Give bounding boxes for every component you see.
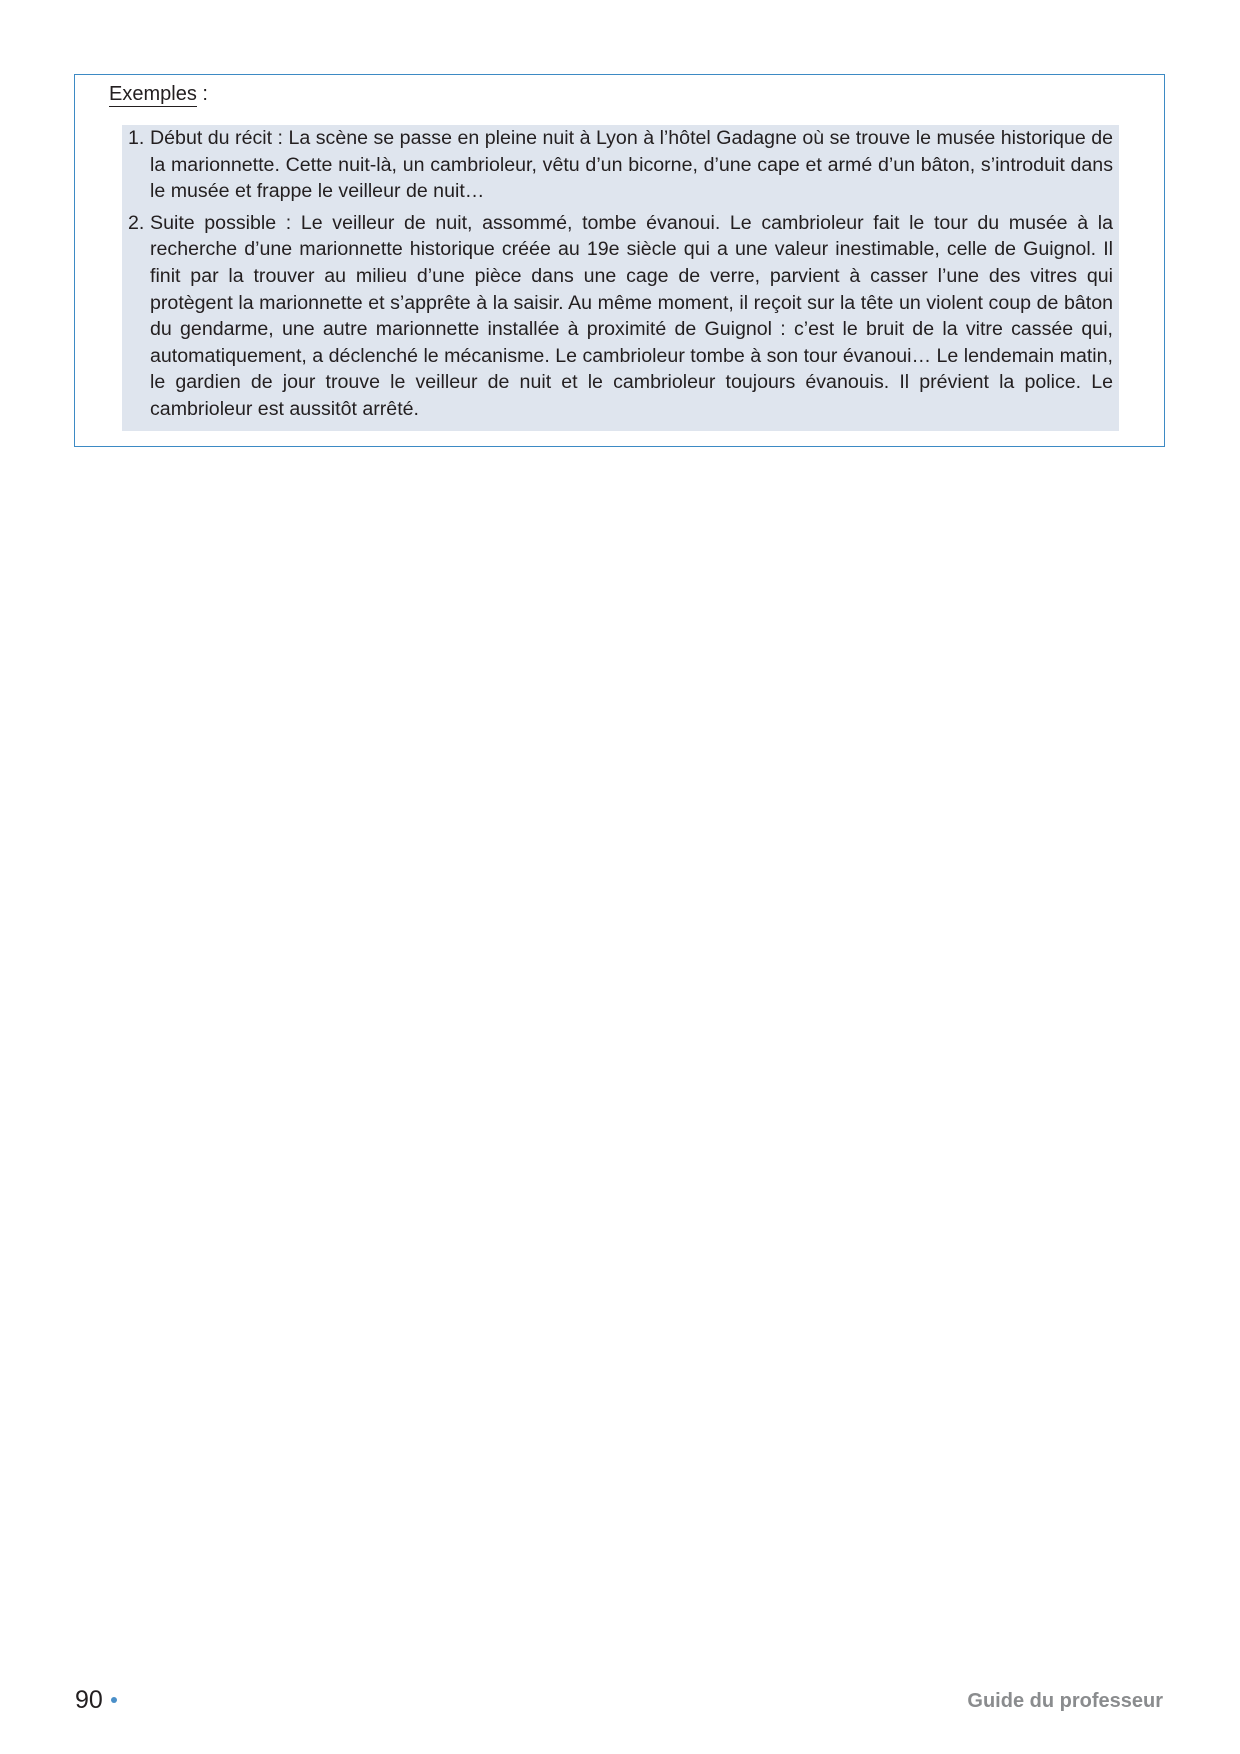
list-item bbox=[128, 125, 1113, 205]
examples-list bbox=[128, 125, 1113, 423]
examples-heading bbox=[109, 81, 208, 107]
page-number-bullet-icon bbox=[111, 1697, 117, 1703]
examples-heading-word: Exemples bbox=[109, 83, 197, 105]
page-number: 90 bbox=[75, 1686, 103, 1714]
footer-title: Guide du professeur bbox=[967, 1690, 1163, 1712]
list-item-number: 1. bbox=[128, 127, 145, 149]
list-item-text: Suite possible : Le veilleur de nuit, assommé, tombe évanoui. Le cambrioleur fait le tour du musée à la recherche d’une marionnette historique créée au 19e siècle qui a une valeur inestimable, celle de Guignol. Il finit par la trouver au milieu d’une pièce dans une cage de verre, parvient à casser l’une des vitres qui protègent la marionnette et s’apprête à la saisir. Au même moment, il reçoit sur la tête un violent coup de bâton du gendarme, une autre marionnette installée à proximité de Guignol : c’est le bruit de la vitre cassée qui, automatiquement, a déclenché le mécanisme. Le cambrioleur tombe à son tour évanoui… Le lendemain matin, le gardien de jour trouve le veilleur de nuit et le cambrioleur toujours évanouis. Il prévient la police. Le cambrioleur est aussitôt arrêté. bbox=[150, 211, 1113, 420]
list-item bbox=[128, 210, 1113, 423]
examples-heading-colon: : bbox=[196, 83, 208, 105]
list-item-text: Début du récit : La scène se passe en pleine nuit à Lyon à l’hôtel Gadagne où se trouve le musée historique de la marionnette. Cette nuit-là, un cambrioleur, vêtu d’un bicorne, d’une cape et armé d’un bâton, s’introduit dans le musée et frappe le veilleur de nuit… bbox=[150, 127, 1113, 203]
list-item-number: 2. bbox=[128, 211, 145, 234]
